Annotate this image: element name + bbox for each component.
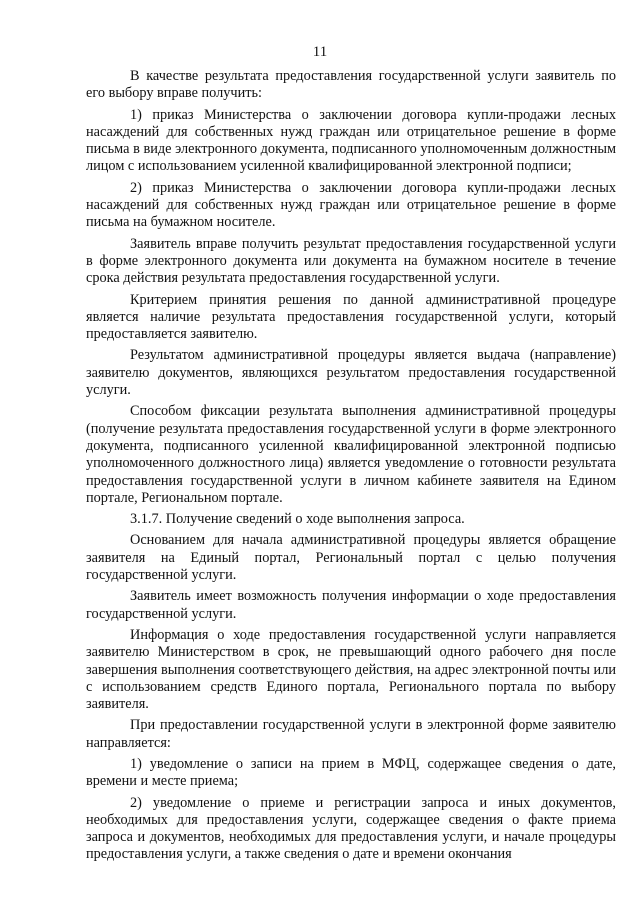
- section-heading: 3.1.7. Получение сведений о ходе выполнения запроса.: [130, 511, 465, 528]
- paragraph: Заявитель вправе получить результат предоставления государственной услуги в форме электронного документа или документа на бумажном носителе в течение срока действия результата предоставления государственной услуги.: [86, 235, 616, 287]
- paragraph: Способом фиксации результата выполнения административной процедуры (получение результата предоставления государственной услуги в форме электронного документа, подписанного усиленной квалифицированной электронной подписью уполномоченного должностного лица) является уведомление о готовности результата предоставления государственной услуги в личном кабинете заявителя на Едином портале, Региональном портале.: [86, 403, 616, 506]
- paragraph: Заявитель имеет возможность получения информации о ходе предоставления государственной услуги.: [86, 588, 616, 622]
- paragraph: 2) уведомление о приеме и регистрации запроса и иных документов, необходимых для предоставления услуги, содержащее сведения о факте приема запроса и документов, необходимых для предоставления услуги, и начале процедуры предоставления услуги, а также сведения о дате и времени окончания: [86, 794, 616, 863]
- paragraph: В качестве результата предоставления государственной услуги заявитель по его выбору вправе получить:: [86, 68, 616, 102]
- document-body: [86, 68, 616, 868]
- paragraph: 2) приказ Министерства о заключении договора купли-продажи лесных насаждений для собственных нужд граждан или отрицательное решение в форме письма на бумажном носителе.: [86, 179, 616, 231]
- paragraph: Результатом административной процедуры является выдача (направление) заявителю документов, являющихся результатом предоставления государственной услуги.: [86, 347, 616, 399]
- paragraph: Критерием принятия решения по данной административной процедуре является наличие результата предоставления государственной услуги, который предоставляется заявителю.: [86, 291, 616, 343]
- paragraph: 1) приказ Министерства о заключении договора купли-продажи лесных насаждений для собственных нужд граждан или отрицательное решение в форме письма в виде электронного документа, подписанного уполномоченным должностным лицом с использованием усиленной квалифицированной электронной подписи;: [86, 106, 616, 175]
- page-number: 11: [312, 44, 328, 60]
- paragraph: 1) уведомление о записи на прием в МФЦ, содержащее сведения о дате, времени и месте приема;: [86, 755, 616, 790]
- paragraph: Основанием для начала административной процедуры является обращение заявителя на Единый портал, Региональный портал с целью получения государственной услуги.: [86, 532, 616, 584]
- paragraph: Информация о ходе предоставления государственной услуги направляется заявителю Министерством в срок, не превышающий одного рабочего дня после завершения выполнения соответствующего действия, на адрес электронной почты или с использованием средств Единого портала, Регионального портала по выбору заявителя.: [86, 626, 616, 713]
- paragraph: При предоставлении государственной услуги в электронной форме заявителю направляется:: [86, 717, 616, 751]
